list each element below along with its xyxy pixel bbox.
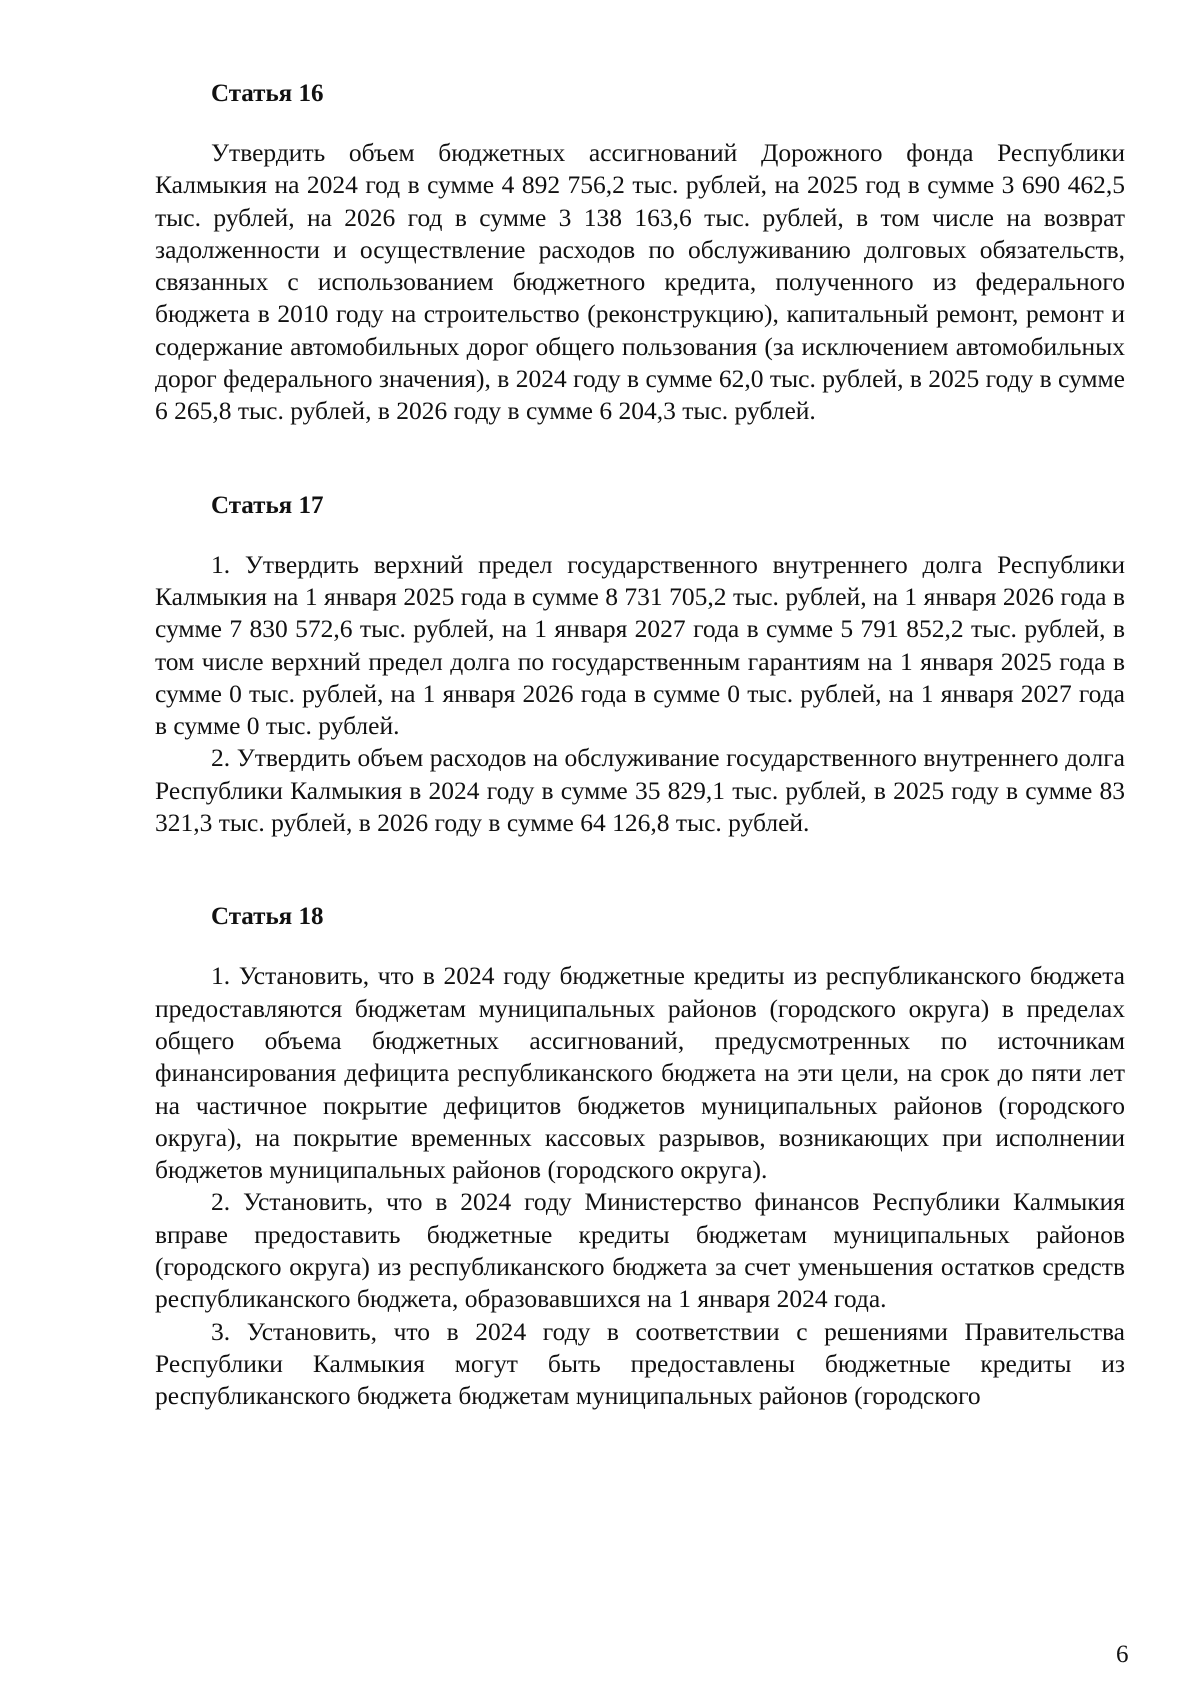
document-body (155, 78, 1125, 1413)
article-16 (155, 78, 1125, 428)
article-paragraph: Утвердить объем бюджетных ассигнований Дорожного фонда Республики Калмыкия на 2024 год в сумме 4 892 756,2 тыс. рублей, на 2025 год в сумме 3 690 462,5 тыс. рублей, на 2026 год в сумме 3 138 163,6 тыс. рублей, в том числе на возврат задолженности и осуществление расходов по обслуживанию долговых обязательств, связанных с использованием бюджетного кредита, полученного из федерального бюджета в 2010 году на строительство (реконструкцию), капитальный ремонт, ремонт и содержание автомобильных дорог общего пользования (за исключением автомобильных дорог федерального значения), в 2024 году в сумме 62,0 тыс. рублей, в 2025 году в сумме 6 265,8 тыс. рублей, в 2026 году в сумме 6 204,3 тыс. рублей. (155, 138, 1125, 426)
article-paragraph: 2. Утвердить объем расходов на обслуживание государственного внутреннего долга Республики Калмыкия в 2024 году в сумме 35 829,1 тыс. рублей, в 2025 году в сумме 83 321,3 тыс. рублей, в 2026 году в сумме 64 126,8 тыс. рублей. (155, 743, 1125, 838)
article-17 (155, 490, 1125, 840)
article-paragraph: 1. Утвердить верхний предел государственного внутреннего долга Республики Калмыкия на 1 января 2025 года в сумме 8 731 705,2 тыс. рублей, на 1 января 2026 года в сумме 7 830 572,6 тыс. рублей, на 1 января 2027 года в сумме 5 791 852,2 тыс. рублей, в том числе верхний предел долга по государственным гарантиям на 1 января 2025 года в сумме 0 тыс. рублей, на 1 января 2026 года в сумме 0 тыс. рублей, на 1 января 2027 года в сумме 0 тыс. рублей. (155, 549, 1125, 741)
article-title: Статья 18 (211, 903, 324, 931)
section-spacer (155, 839, 1125, 901)
page-number: 6 (1116, 1641, 1129, 1668)
section-spacer (155, 428, 1125, 490)
article-paragraph: 3. Установить, что в 2024 году в соответствии с решениями Правительства Республики Калмыкия могут быть предоставлены бюджетные кредиты из республиканского бюджета бюджетам муниципальных районов (городского (155, 1316, 1125, 1411)
article-18 (155, 901, 1125, 1412)
article-paragraph: 2. Установить, что в 2024 году Министерство финансов Республики Калмыкия вправе предоставить бюджетные кредиты бюджетам муниципальных районов (городского округа) из республиканского бюджета за счет уменьшения остатков средств республиканского бюджета, образовавшихся на 1 января 2024 года. (155, 1187, 1125, 1314)
article-title: Статья 17 (211, 491, 324, 519)
article-paragraph: 1. Установить, что в 2024 году бюджетные кредиты из республиканского бюджета предоставляются бюджетам муниципальных районов (городского округа) в пределах общего объема бюджетных ассигнований, предусмотренных по источникам финансирования дефицита республиканского бюджета на эти цели, на срок до пяти лет на частичное покрытие дефицитов бюджетов муниципальных районов (городского округа), на покрытие временных кассовых разрывов, возникающих при исполнении бюджетов муниципальных районов (городского округа). (155, 961, 1125, 1185)
article-title: Статья 16 (211, 80, 324, 107)
